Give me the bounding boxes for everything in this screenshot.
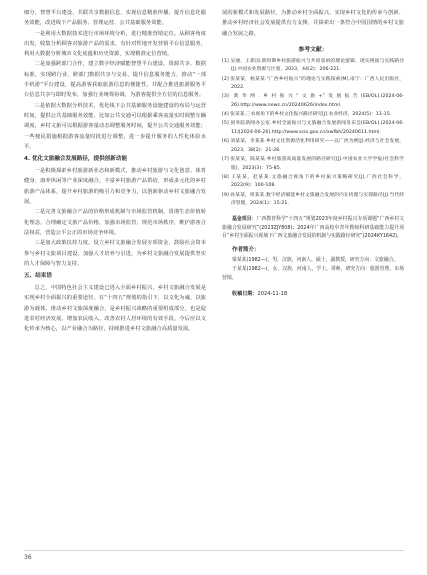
author-bio: 梁某某(1982—)，男，汉族，河南人，硕士，副教授，研究方向：文旅融合。 bbox=[232, 257, 399, 264]
page-number: 36 bbox=[24, 554, 32, 561]
received-label: 收稿日期： bbox=[232, 290, 258, 297]
paragraph-marketing: 一是利用大数据技术进行市场环境分析，进行精准营销定位。从顾客角度出发，收集分析顾客对旅游产品的需求，有针对性地开发营销平台信息服务，利用大数据分析城市文化底蕴和历史资源，实现精准定位营销。 bbox=[24, 30, 206, 58]
received-date: 2024-11-18 bbox=[257, 290, 288, 297]
section-heading-conclusion: 五、结束语 bbox=[24, 273, 52, 280]
fund-text: 广西教育科学“十四五”规划2023年度乡村振兴专项课题“广西乡村文旅融合发展研究”(2023ZJY808)；2024年广西高校中青年教师科研基础能力提升项目“乡村全面振兴视域下广西文旅融合发展的机制与实践路径研究”(2024KY1642)。 bbox=[222, 215, 405, 240]
reference-item: [1] 吴丽，王新国.新时期乡村旅游振兴与共同富裕的理论逻辑、现实挑战与实践路径[J].中国农业资源与区划，2023，44(2)：206-221. bbox=[222, 58, 404, 73]
reference-item: [5] 国务院新闻办公室.乡村全面振兴与文旅融合发展新闻发布会[EB/OL].(2024-06-11)[2024-06-26].http://www.scio.gov.cn/xwfbh/20240611.html. bbox=[222, 121, 404, 136]
fund-note bbox=[222, 215, 404, 241]
reference-item: [6] 刘某某，李某某.乡村文化资源活化利用研究——以广西为例[J].经济与社会发展，2023，38(2)：21-28. bbox=[222, 139, 404, 153]
references-list bbox=[222, 58, 404, 209]
reference-item: [9] 孙某某，周某某.数字经济赋能乡村文旅融合发展的内在机理与实现路径[J].当代经济管理，2024(1)：15-21. bbox=[222, 192, 404, 207]
paragraph-innovation: 一是积极探索乡村旅游新业态和新模式，推动乡村旅游与文化创意、体育健身、康养休闲等产业深度融合，丰富乡村旅游产品供给，形成多元化的乡村旅游产品体系，提升乡村旅游的吸引力和竞争力，以创新驱动乡村文旅融合发展。 bbox=[24, 168, 206, 206]
footer-rule bbox=[24, 550, 404, 551]
paragraph-pricing: 二是完善文旅融合产品的价格形成机制与市场监管机制，贯彻生态价值转化理念，合理确定文旅产品价格，加强市场监管，规范市场秩序，维护游客合法权益，营造公平公正的市场竞争环境。 bbox=[24, 209, 206, 236]
received-date-line bbox=[232, 289, 404, 299]
section-heading-4: 4. 优化文旅融合发展路径，提供创新动能 bbox=[24, 156, 128, 163]
reference-item: [7] 张某某，陈某某.乡村旅游高质量发展的路径研究[J].中国农业大学学报(社会科学版)，2023(3)：75-85. bbox=[222, 156, 404, 171]
author-bio: 于某某(1982—)，女，汉族，河南人，学士，讲师，研究方向：旅游管理、市场营销。 bbox=[222, 265, 404, 281]
author-bio-heading: 作者简介： bbox=[232, 247, 260, 254]
paragraph-public-services: 三是依据大数据分析技术，优化线下公共基础服务设施建设的布局与运营时间，提供公共基础服务效能，比如公共交通可以根据乘客流量实时调整车辆调度，乡村文旅可以根据游客量动态调整服务时间，提升公共交通服务效能；一些便民措施根据游客流量时段进行调整，进一步提升服务的人性化体验水平。 bbox=[24, 102, 206, 150]
paragraph-cooperation: 二是加强跨部门合作，建立数字经济赋能智慧平台建设、资源共享、数据标准，实现跨行业、跨部门数据共享与交易，提升信息服务能力，推动“一部手机游”平台建设，提高游客获取旅游信息的便捷性，并配合推进旅游服务平台信息共享与即时发布，加强行业统筹协调，为游客提供全方位的信息服务。 bbox=[24, 61, 206, 99]
paragraph-policy: 三是加大政策扶持力度，设立乡村文旅融合发展专项资金，鼓励社会资本参与乡村文旅项目建设，加强人才培养与引进，为乡村文旅融合发展提供坚实的人才保障与智力支持。 bbox=[24, 240, 206, 267]
reference-item: [8] 王某某，赵某某.文旅融合视角下的乡村振兴策略研究[J].广西社会科学，2022(9)：100-108. bbox=[222, 174, 404, 189]
paragraph-top-left: 细分，智慧平台建设、共联共享数据信息，实现信息精准传播，提升信息化服务效能，改进线下产品服务、管理运营、公共基础服务效能。 bbox=[24, 10, 206, 27]
fund-label: 基金项目： bbox=[232, 215, 257, 222]
reference-item: [2] 张某某，杨某某.“广西乡村振兴”的理论与实践探索[M].南宁：广西人民出版社，2022. bbox=[222, 76, 404, 91]
paragraph-top-right: 展的新模式和发展路径，为推动乡村全面振兴、实现乡村文化的传承与创新、推动乡村经济社会发展提供有力支撑，并探索出一条符合中国国情的乡村文旅融合发展之路。 bbox=[222, 10, 404, 37]
reference-item: [4] 张某某.三农视角下的乡村文化振兴路径研究[J].农业经济，2024(5)：11-15. bbox=[222, 112, 392, 118]
right-column bbox=[222, 8, 404, 299]
references-heading: 参考文献： bbox=[298, 46, 328, 53]
reference-item: [3] 新华网.乡村振兴“文旅+”发展报告[EB/OL].(2024-06-26).http://www.news.cn/20240626/index.html. bbox=[222, 94, 404, 109]
paragraph-conclusion: 总之，中国特色社会主义建设已进入全面乡村振兴，乡村文旅融合发展是实现乡村全面振兴的重要途径。在“十四五”规划的指引下，以文化为魂、以旅游为载体，推动乡村文旅深度融合，是乡村振兴战略的重要组成部分，也是促进农村经济发展、增加农民收入、改善农村人居环境的有效手段。今后应以文化传承为核心，以产业融合为路径，持续推进乡村文旅融合高质量发展。 bbox=[24, 285, 206, 333]
left-column bbox=[24, 8, 206, 335]
